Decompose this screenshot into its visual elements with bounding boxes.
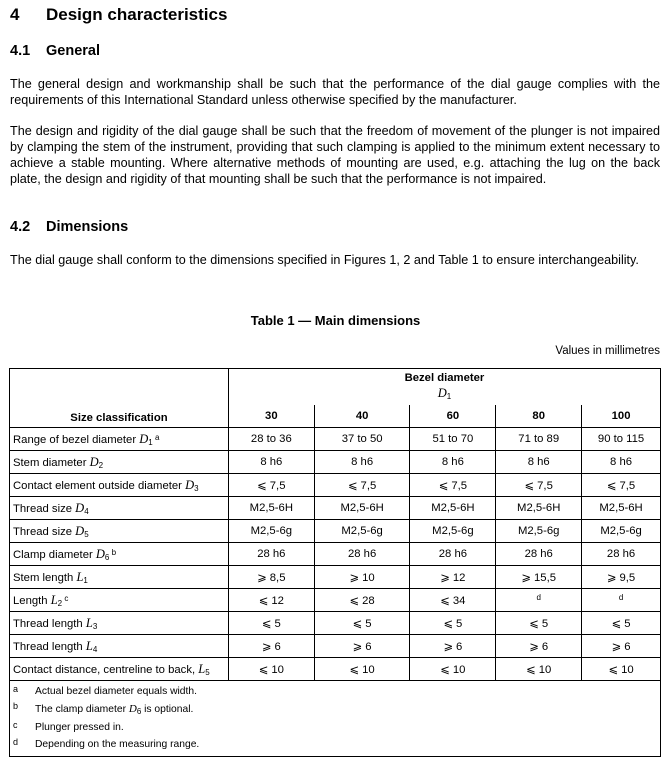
table-cell: ⩽ 34 — [410, 589, 496, 612]
row-label: Contact element outside diameter $D_3$ — [10, 474, 229, 497]
table-row — [10, 474, 661, 497]
table-cell: M2,5-6H — [228, 497, 314, 520]
column-header-60: 60 — [410, 405, 496, 428]
table-cell: 28 h6 — [314, 543, 410, 566]
subsection-title: Dimensions — [46, 219, 129, 235]
table-footnote: b The clamp diameter $D_6$ is optional. — [13, 700, 194, 716]
column-header-40: 40 — [314, 405, 410, 428]
table-cell: ⩽ 10 — [496, 658, 582, 681]
table-cell: ⩽ 10 — [582, 658, 661, 681]
table-cell: 71 to 89 — [496, 428, 582, 451]
size-classification-header: Size classification — [10, 369, 229, 428]
table-cell: ⩽ 10 — [314, 658, 410, 681]
table-cell: ⩽ 5 — [496, 612, 582, 635]
table-cell: 8 h6 — [496, 451, 582, 474]
table-cell: M2,5-6g — [410, 520, 496, 543]
table-cell: ⩾ 8,5 — [228, 566, 314, 589]
table-cell: 8 h6 — [314, 451, 410, 474]
table-cell: 8 h6 — [228, 451, 314, 474]
row-label: Length $L_2$ $^c$ — [10, 589, 229, 612]
subsection-number: 4.1 — [10, 43, 31, 59]
table-cell: 8 h6 — [582, 451, 661, 474]
bezel-diameter-header — [228, 369, 660, 406]
table-row — [10, 566, 661, 589]
table-body — [10, 428, 661, 681]
table-units: Values in millimetres — [555, 345, 660, 357]
section-title: Design characteristics — [46, 5, 228, 24]
table-caption: Table 1 — Main dimensions — [250, 313, 421, 328]
table-cell: ⩽ 10 — [228, 658, 314, 681]
general-paragraph-1: The general design and workmanship shall be such that the performance of the dial gauge complies with the requirements of this International Standard unless otherwise specified by the manufacturer. — [10, 77, 660, 107]
row-label: Thread length $L_4$ — [10, 635, 229, 658]
table-cell: ⩽ 5 — [228, 612, 314, 635]
table-row — [10, 520, 661, 543]
dimensions-paragraph: The dial gauge shall conform to the dimensions specified in Figures 1, 2 and Table 1 to ensure interchangeability. — [10, 253, 639, 267]
table-cell: ⩾ 6 — [410, 635, 496, 658]
table-cell: 51 to 70 — [410, 428, 496, 451]
subsection-heading-dimensions — [10, 219, 128, 235]
table-cell: M2,5-6g — [582, 520, 661, 543]
table-cell: d — [582, 589, 661, 612]
table-cell: 90 to 115 — [582, 428, 661, 451]
table-cell: ⩽ 12 — [228, 589, 314, 612]
table-cell: M2,5-6H — [582, 497, 661, 520]
general-paragraph-2: The design and rigidity of the dial gauge shall be such that the freedom of movement of the plunger is not impaired by clamping the stem of the instrument, providing that such clamping is applied to the minimum extent necessary to achieve a stable mounting. Where alternative methods of mounting are used, e.g. attaching the lug on the back plate, the design and rigidity of that mounting shall be such that the performance is not impaired. — [10, 124, 660, 186]
table-cell: 28 h6 — [410, 543, 496, 566]
table-cell: ⩽ 5 — [582, 612, 661, 635]
table-cell: 28 h6 — [496, 543, 582, 566]
row-label: Range of bezel diameter $D_1$ $^a$ — [10, 428, 229, 451]
table-footnote: c Plunger pressed in. — [13, 720, 124, 733]
subsection-heading-general — [10, 43, 100, 59]
table-cell: 28 h6 — [228, 543, 314, 566]
column-header-80: 80 — [496, 405, 582, 428]
table-header-row — [10, 369, 661, 406]
table-cell: ⩽ 5 — [314, 612, 410, 635]
table-cell: ⩾ 6 — [496, 635, 582, 658]
column-header-30: 30 — [228, 405, 314, 428]
subsection-title: General — [46, 43, 100, 59]
table-cell: ⩽ 10 — [410, 658, 496, 681]
table-cell: ⩽ 7,5 — [314, 474, 410, 497]
table-cell: ⩽ 7,5 — [496, 474, 582, 497]
table-cell: ⩽ 5 — [410, 612, 496, 635]
table-cell: M2,5-6H — [496, 497, 582, 520]
row-label: Thread size $D_4$ — [10, 497, 229, 520]
table-cell: ⩽ 28 — [314, 589, 410, 612]
table-cell: ⩾ 10 — [314, 566, 410, 589]
table-footnote: d Depending on the measuring range. — [13, 736, 200, 750]
table-cell: 8 h6 — [410, 451, 496, 474]
table-row — [10, 589, 661, 612]
row-label: Thread length $L_3$ — [10, 612, 229, 635]
table-cell: d — [496, 589, 582, 612]
table-cell: ⩾ 6 — [582, 635, 661, 658]
bezel-diameter-symbol: $D_1$ — [437, 385, 452, 401]
table-row — [10, 635, 661, 658]
table-cell: ⩽ 7,5 — [582, 474, 661, 497]
bezel-diameter-label: Bezel diameter — [404, 371, 485, 384]
table-row — [10, 497, 661, 520]
table-cell: M2,5-6H — [410, 497, 496, 520]
table-cell: M2,5-6g — [228, 520, 314, 543]
table-cell: M2,5-6g — [314, 520, 410, 543]
table-cell: ⩾ 6 — [228, 635, 314, 658]
subsection-number: 4.2 — [10, 219, 31, 235]
table-cell: ⩾ 9,5 — [582, 566, 661, 589]
table-row — [10, 451, 661, 474]
table-cell: 28 to 36 — [228, 428, 314, 451]
table-cell: ⩾ 12 — [410, 566, 496, 589]
table-cell: 28 h6 — [582, 543, 661, 566]
table-cell: ⩾ 15,5 — [496, 566, 582, 589]
row-label: Thread size $D_5$ — [10, 520, 229, 543]
table-footnote: a Actual bezel diameter equals width. — [13, 684, 197, 697]
table-row — [10, 428, 661, 451]
column-header-100: 100 — [582, 405, 661, 428]
row-label: Clamp diameter $D_6$ $^b$ — [10, 543, 229, 566]
section-heading — [10, 5, 227, 25]
table-cell: ⩾ 6 — [314, 635, 410, 658]
table-cell: M2,5-6H — [314, 497, 410, 520]
table-notes-row — [10, 681, 661, 757]
table-row — [10, 543, 661, 566]
table-cell: ⩽ 7,5 — [228, 474, 314, 497]
row-label: Stem length $L_1$ — [10, 566, 229, 589]
table-cell: ⩽ 7,5 — [410, 474, 496, 497]
table-row — [10, 612, 661, 635]
table-cell: 37 to 50 — [314, 428, 410, 451]
main-dimensions-table — [9, 368, 661, 757]
table-notes — [10, 681, 661, 757]
section-number: 4 — [10, 5, 20, 24]
table-cell: M2,5-6g — [496, 520, 582, 543]
row-label: Contact distance, centreline to back, $L_5$ — [10, 658, 229, 681]
row-label: Stem diameter $D_2$ — [10, 451, 229, 474]
table-row — [10, 658, 661, 681]
